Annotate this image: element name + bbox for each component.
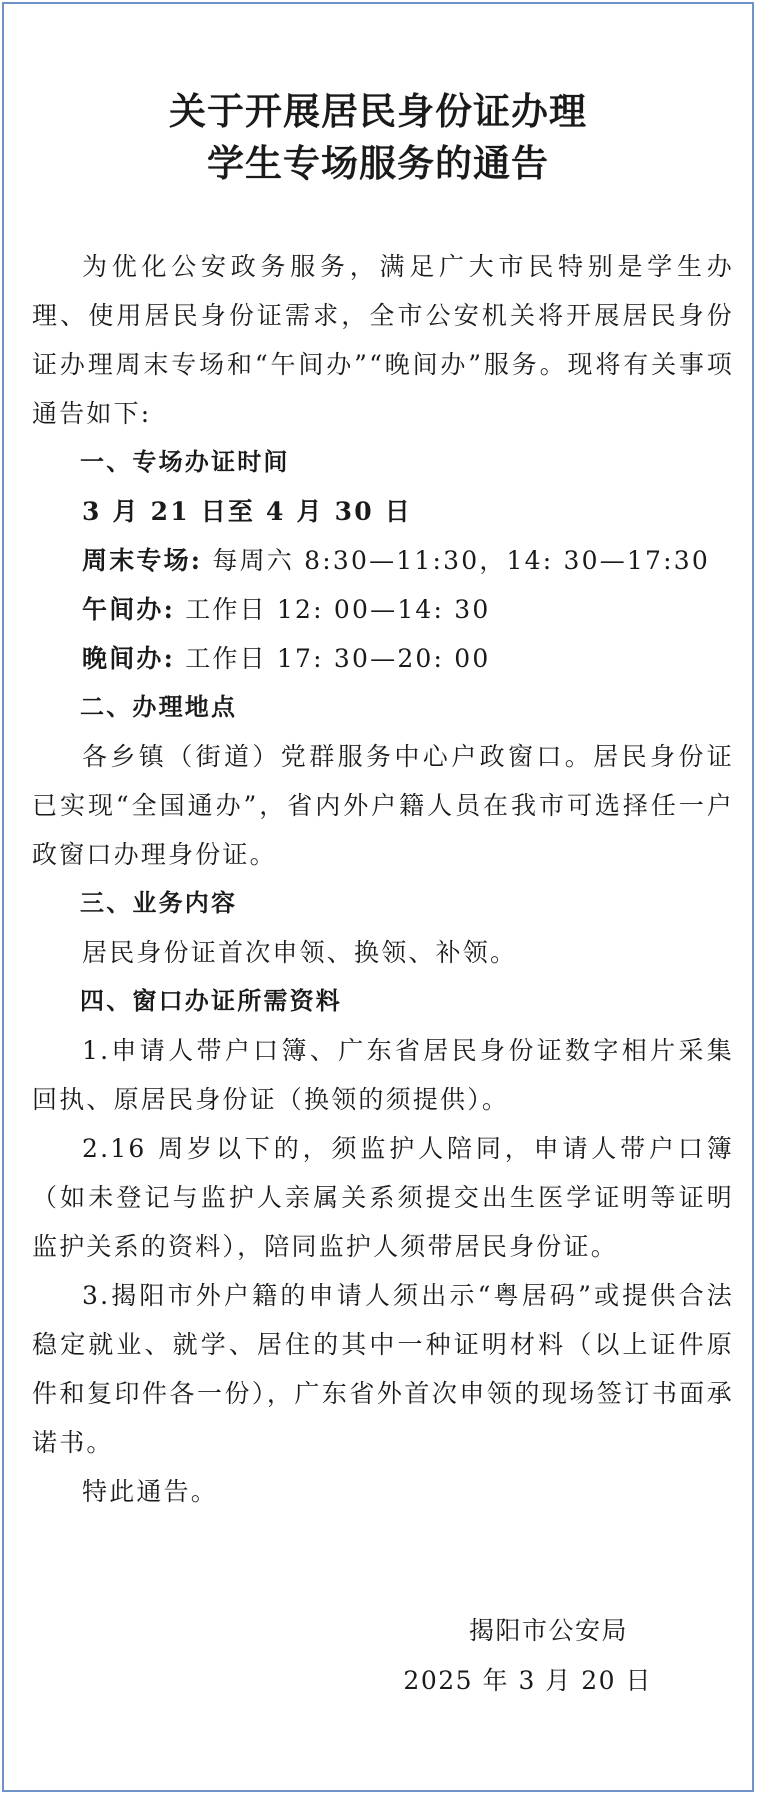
evening-schedule [32, 634, 734, 683]
issuing-organization: 揭阳市公安局 [468, 1616, 628, 1645]
section-2-text: 各乡镇（街道）党群服务中心户政窗口。居民身份证已实现“全国通办”，省内外户籍人员在我市可选择任一户政窗口办理身份证。 [32, 742, 734, 869]
title-line-1: 关于开展居民身份证办理 [169, 90, 587, 133]
requirement-item-2: 2.16 周岁以下的，须监护人陪同，申请人带户口簿（如未登记与监护人亲属关系须提交出生医学证明等证明监护关系的资料），陪同监护人须带居民身份证。 [32, 1134, 734, 1261]
noon-schedule [32, 585, 734, 634]
notice-frame [2, 2, 754, 1792]
evening-label: 晚间办: [82, 644, 176, 673]
date-range: 3 月 21 日至 4 月 30 日 [82, 497, 412, 526]
notice-body [32, 242, 734, 1516]
noon-label: 午间办: [82, 595, 176, 624]
noon-value: 工作日 12: 00—14: 30 [185, 595, 491, 624]
requirement-item-1: 1.申请人带户口簿、广东省居民身份证数字相片采集回执、原居民身份证（换领的须提供）。 [32, 1036, 734, 1114]
weekend-schedule [32, 536, 734, 585]
weekend-label: 周末专场: [82, 546, 203, 575]
section-4-heading: 四、窗口办证所需资料 [80, 987, 342, 1015]
section-3-heading: 三、业务内容 [80, 889, 238, 917]
title-line-2: 学生专场服务的通告 [207, 142, 549, 185]
section-1-heading: 一、专场办证时间 [80, 448, 290, 476]
closing-text: 特此通告。 [82, 1477, 219, 1506]
section-3-text: 居民身份证首次申领、换领、补领。 [82, 938, 518, 967]
requirement-item-3: 3.揭阳市外户籍的申请人须出示“粤居码”或提供合法稳定就业、就学、居住的其中一种证明材料（以上证件原件和复印件各一份），广东省外首次申领的现场签订书面承诺书。 [32, 1281, 734, 1457]
signature-block [403, 1606, 652, 1706]
notice-title [4, 86, 752, 190]
section-2-heading: 二、办理地点 [80, 693, 238, 721]
weekend-value: 每周六 8:30—11:30，14: 30—17:30 [212, 546, 710, 575]
issue-date: 2025 年 3 月 20 日 [403, 1666, 652, 1695]
intro-paragraph: 为优化公安政务服务，满足广大市民特别是学生办理、使用居民身份证需求，全市公安机关将开展居民身份证办理周末专场和“午间办”“晚间办”服务。现将有关事项通告如下: [32, 252, 734, 428]
evening-value: 工作日 17: 30—20: 00 [185, 644, 491, 673]
